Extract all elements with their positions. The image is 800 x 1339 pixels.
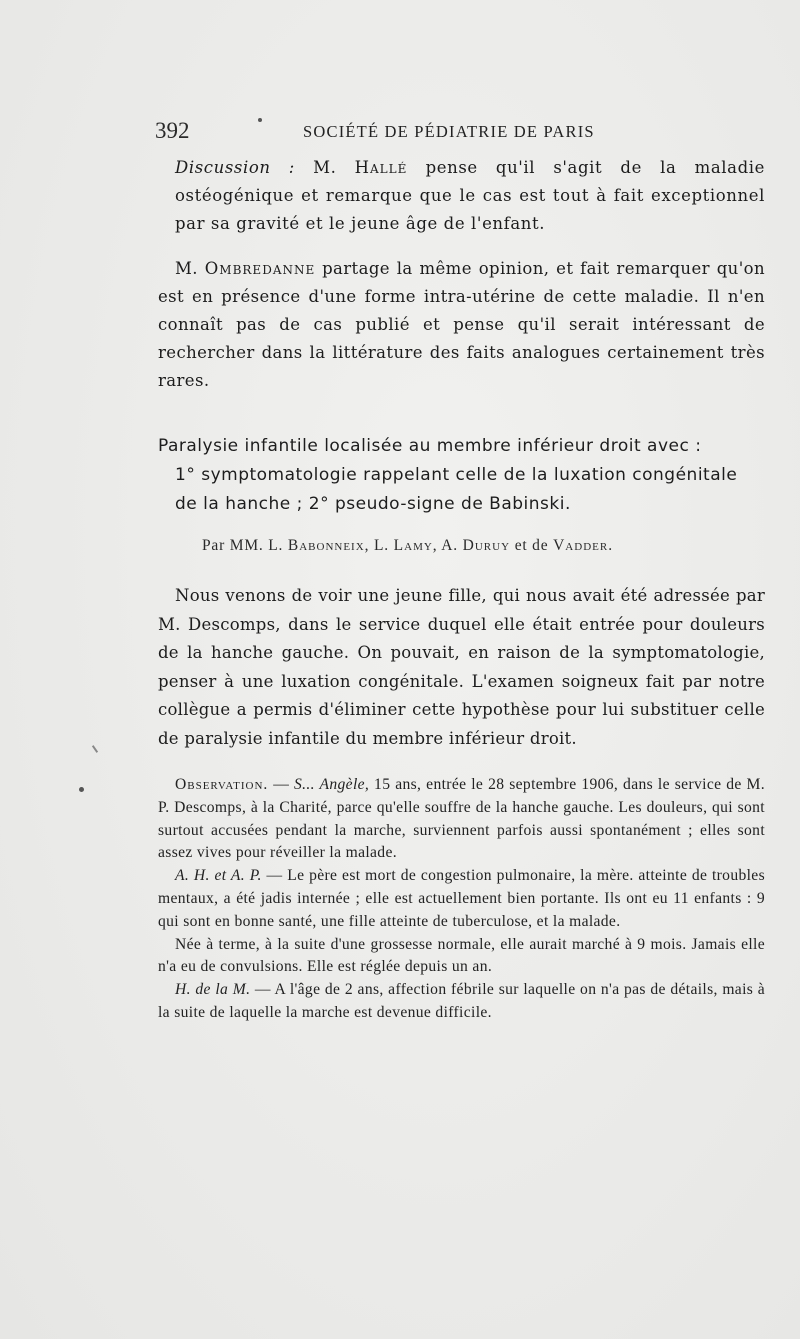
observation-paragraph bbox=[158, 774, 765, 865]
discussion-speaker: Hallé bbox=[354, 158, 408, 177]
observation-section bbox=[158, 774, 765, 1025]
birth-paragraph: Née à terme, à la suite d'une grossesse normale, elle aurait marché à 9 mois. Jamais elle n'a eu de convulsions. Elle est réglée depuis un an. bbox=[158, 935, 765, 976]
discussion-speaker-prefix: M. bbox=[313, 158, 337, 177]
author-vadder: Vadder bbox=[553, 537, 609, 554]
running-title: SOCIÉTÉ DE PÉDIATRIE DE PARIS bbox=[303, 122, 595, 141]
discussion-paragraph bbox=[175, 154, 765, 238]
antecedents-label: A. H. et A. P. bbox=[175, 867, 262, 885]
print-speck bbox=[79, 787, 84, 792]
authors-sep-2: , A. bbox=[432, 537, 458, 554]
reply-text: partage la même opinion, et fait remarquer qu'on est en présence d'une forme intra-utérine de cette maladie. Il n'en connaît pas de cas publié et pense qu'il serait intéressant de rechercher dans la littérature des faits analogues certainement très rares. bbox=[158, 259, 765, 390]
article-title-line-3: de la hanche ; 2° pseudo-signe de Babinski. bbox=[175, 494, 571, 514]
observation-patient: S... Angèle, bbox=[294, 776, 370, 793]
print-speck bbox=[258, 118, 262, 122]
antecedents-text: — Le père est mort de congestion pulmonaire, la mère. atteinte de troubles mentaux, a été jadis internée ; elle est actuellement bien portante. Ils ont eu 11 enfants : 9 qui sont en bonne santé, une fille atteinte de tuberculose, et la malade. bbox=[158, 867, 765, 930]
history-text: — A l'âge de 2 ans, affection fébrile sur laquelle on n'a pas de détails, mais à la suite de laquelle la marche est devenue difficile. bbox=[158, 981, 765, 1021]
author-lamy: Lamy bbox=[393, 537, 433, 554]
article-title bbox=[158, 432, 768, 519]
discussion-text: pense qu'il s'agit de la maladie ostéogénique et remarque que le cas est tout à fait exceptionnel par sa gravité et le jeune âge de l'enfant. bbox=[175, 158, 765, 233]
author-babonneix: Babonneix bbox=[287, 537, 365, 554]
article-title-line-1: Paralysie infantile localisée au membre inférieur droit avec : bbox=[158, 436, 702, 456]
article-authors bbox=[202, 537, 762, 555]
page-header bbox=[155, 118, 767, 148]
antecedents-paragraph bbox=[158, 865, 765, 933]
print-speck bbox=[92, 745, 98, 753]
author-duruy: Duruy bbox=[462, 537, 511, 554]
page-number: 392 bbox=[155, 118, 190, 143]
authors-sep-1: , L. bbox=[364, 537, 389, 554]
observation-label: Observation. bbox=[175, 776, 269, 793]
history-paragraph bbox=[158, 979, 765, 1025]
reply-paragraph bbox=[158, 255, 765, 395]
reply-speaker: Ombredanne bbox=[204, 259, 316, 278]
authors-end: . bbox=[608, 537, 613, 554]
authors-sep-3: et de bbox=[514, 537, 549, 554]
history-label: H. de la M. bbox=[175, 981, 251, 999]
reply-prefix: M. bbox=[175, 259, 198, 278]
discussion-label: Discussion : bbox=[175, 158, 295, 177]
observation-dash: — bbox=[268, 776, 295, 793]
article-title-line-2: 1° symptomatologie rappelant celle de la luxation congénitale bbox=[175, 465, 738, 485]
intro-paragraph: Nous venons de voir une jeune fille, qui nous avait été adressée par M. Descomps, dans le service duquel elle était entrée pour douleurs de la hanche gauche. On pouvait, en raison de la symptomatologie, penser à une luxation congénitale. L'examen soigneux fait par notre collègue a permis d'éliminer cette hypothèse pour lui substituer celle de paralysie infantile du membre inférieur droit. bbox=[158, 586, 765, 748]
authors-prefix: Par MM. L. bbox=[202, 537, 284, 554]
observation-text: 15 ans, entrée le 28 septembre 1906, dans le service de M. P. Descomps, à la Charité, parce qu'elle souffre de la hanche gauche. Les douleurs, qui sont surtout accusées pendant la marche, surviennent parfois aussi spontanément ; elles sont assez vives pour réveiller la malade. bbox=[158, 776, 765, 862]
